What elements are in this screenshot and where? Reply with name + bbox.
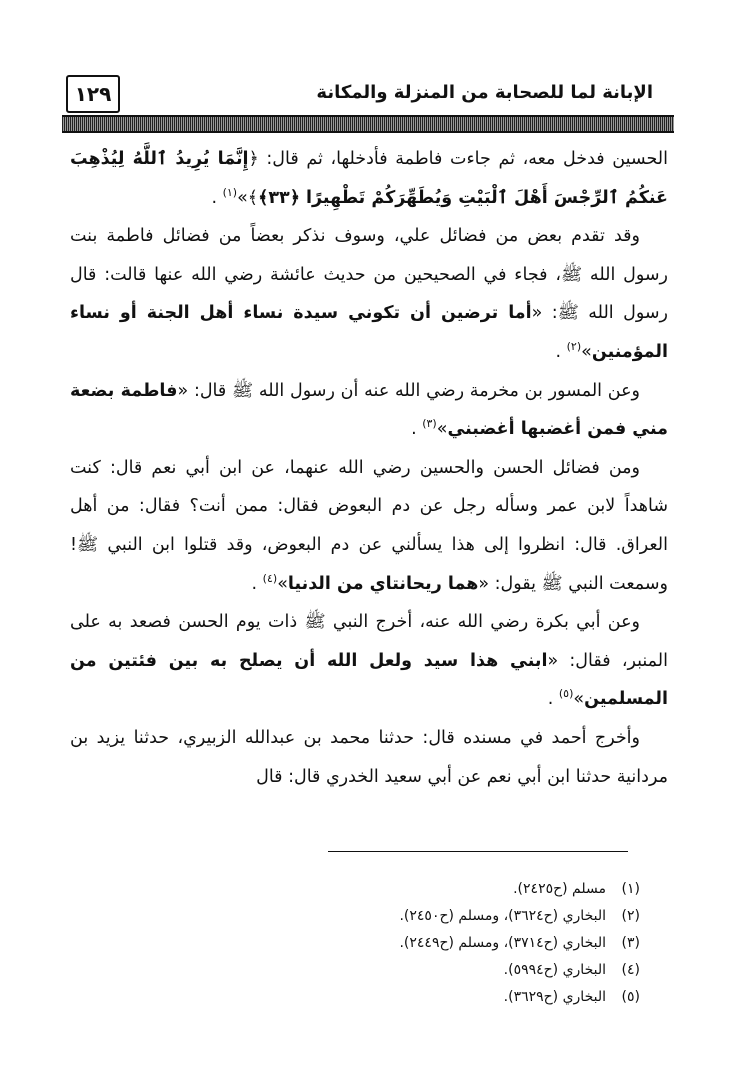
paragraph-2 bbox=[70, 217, 668, 371]
text: » bbox=[436, 419, 448, 440]
hadith-quote: ابني هذا سيد ولعل الله أن يصلح به بين فئتين من المسلمين bbox=[70, 650, 668, 710]
footnote-item bbox=[300, 903, 640, 930]
text: ﴾» bbox=[237, 187, 259, 208]
footnote-number: (٢) bbox=[621, 908, 640, 924]
footnote-number: (٥) bbox=[621, 989, 640, 1005]
paragraph-5 bbox=[70, 603, 668, 719]
footnote-text: البخاري (ح٣٦٢٤)، ومسلم (ح٢٤٥٠). bbox=[399, 908, 606, 924]
footnote-text: البخاري (ح٥٩٩٤). bbox=[503, 962, 606, 978]
footnote-number: (٣) bbox=[621, 935, 640, 951]
text: ومن فضائل الحسن والحسين رضي الله عنهما، عن ابن أبي نعم قال: كنت شاهداً لابن عمر وسأله رجل عن دم البعوض فقال: ممن أنت؟ فقال: من أهل العراق. قال: انظروا إلى هذا يسألني عن دم البعوض، وقد قتلوا ابن النبي ﷺ! وسمعت النبي ﷺ يقول: « bbox=[70, 457, 668, 594]
hadith-quote: فاطمة بضعة مني فمن أغضبها أغضبني bbox=[70, 380, 668, 440]
footnote-item bbox=[300, 984, 640, 1011]
page-number bbox=[66, 75, 120, 113]
quran-verse: إِنَّمَا يُرِيدُ ٱللَّهُ لِيُذْهِبَ عَنكُمُ ٱلرِّجْسَ أَهْلَ ٱلْبَيْتِ وَيُطَهِّرَكُمْ تَطْهِيرًا ﴿٣٣﴾ bbox=[70, 149, 668, 208]
text: » bbox=[277, 573, 288, 594]
text: وعن المسور بن مخرمة رضي الله عنه أن رسول الله ﷺ قال: « bbox=[177, 380, 640, 401]
footnote-number: (٤) bbox=[621, 962, 640, 978]
footnote-item bbox=[300, 957, 640, 984]
footnote-ref[interactable]: (٥) bbox=[558, 687, 574, 701]
footnote-item bbox=[300, 930, 640, 957]
footnote-ref[interactable]: (١) bbox=[222, 185, 238, 199]
main-text bbox=[70, 140, 668, 796]
footnote-item bbox=[300, 876, 640, 903]
footnote-text: البخاري (ح٣٦٢٩). bbox=[503, 989, 606, 1005]
text: » bbox=[581, 341, 592, 362]
text: وقد تقدم بعض من فضائل علي، وسوف نذكر بعضاً من فضائل فاطمة بنت رسول الله ﷺ، فجاء في الصحيحين من حديث عائشة رضي الله عنها قالت: قال رسول الله ﷺ: « bbox=[70, 226, 668, 324]
paragraph-3 bbox=[70, 372, 668, 449]
paragraph-1 bbox=[70, 140, 668, 217]
hadith-quote: أما ترضين أن تكوني سيدة نساء أهل الجنة أو نساء المؤمنين bbox=[70, 303, 668, 362]
text: الحسين فدخل معه، ثم جاءت فاطمة فأدخلها، ثم قال: ﴿ bbox=[248, 149, 668, 169]
text: وأخرج أحمد في مسنده قال: حدثنا محمد بن عبدالله الزبيري، حدثنا يزيد بن مردانية حدثنا ابن أبي نعم عن أبي سعيد الخدري قال: قال bbox=[70, 727, 668, 787]
footnote-number: (١) bbox=[621, 881, 640, 897]
header-rule bbox=[62, 115, 674, 133]
text: وعن أبي بكرة رضي الله عنه، أخرج النبي ﷺ ذات يوم الحسن فصعد به على المنبر، فقال: « bbox=[70, 612, 668, 671]
footnotes bbox=[300, 876, 640, 1011]
paragraph-6 bbox=[70, 719, 668, 796]
text: . bbox=[251, 573, 263, 594]
footnote-text: البخاري (ح٣٧١٤)، ومسلم (ح٢٤٤٩). bbox=[399, 935, 606, 951]
hadith-quote: هما ريحانتاي من الدنيا bbox=[287, 573, 479, 594]
footnote-separator bbox=[328, 851, 628, 852]
footnote-ref[interactable]: (٤) bbox=[262, 571, 278, 585]
text: . bbox=[555, 341, 567, 362]
text: . bbox=[211, 187, 223, 208]
footnote-ref[interactable]: (٣) bbox=[422, 417, 437, 431]
text: » bbox=[573, 689, 585, 710]
paragraph-4 bbox=[70, 449, 668, 603]
page-number-text: ١٢٩ bbox=[74, 82, 112, 106]
text: . bbox=[547, 689, 559, 710]
text: . bbox=[411, 419, 423, 440]
footnote-ref[interactable]: (٢) bbox=[566, 340, 582, 354]
footnote-text: مسلم (ح٢٤٢٥). bbox=[513, 881, 606, 897]
running-title: الإبانة لما للصحابة من المنزلة والمكانة bbox=[316, 82, 653, 103]
